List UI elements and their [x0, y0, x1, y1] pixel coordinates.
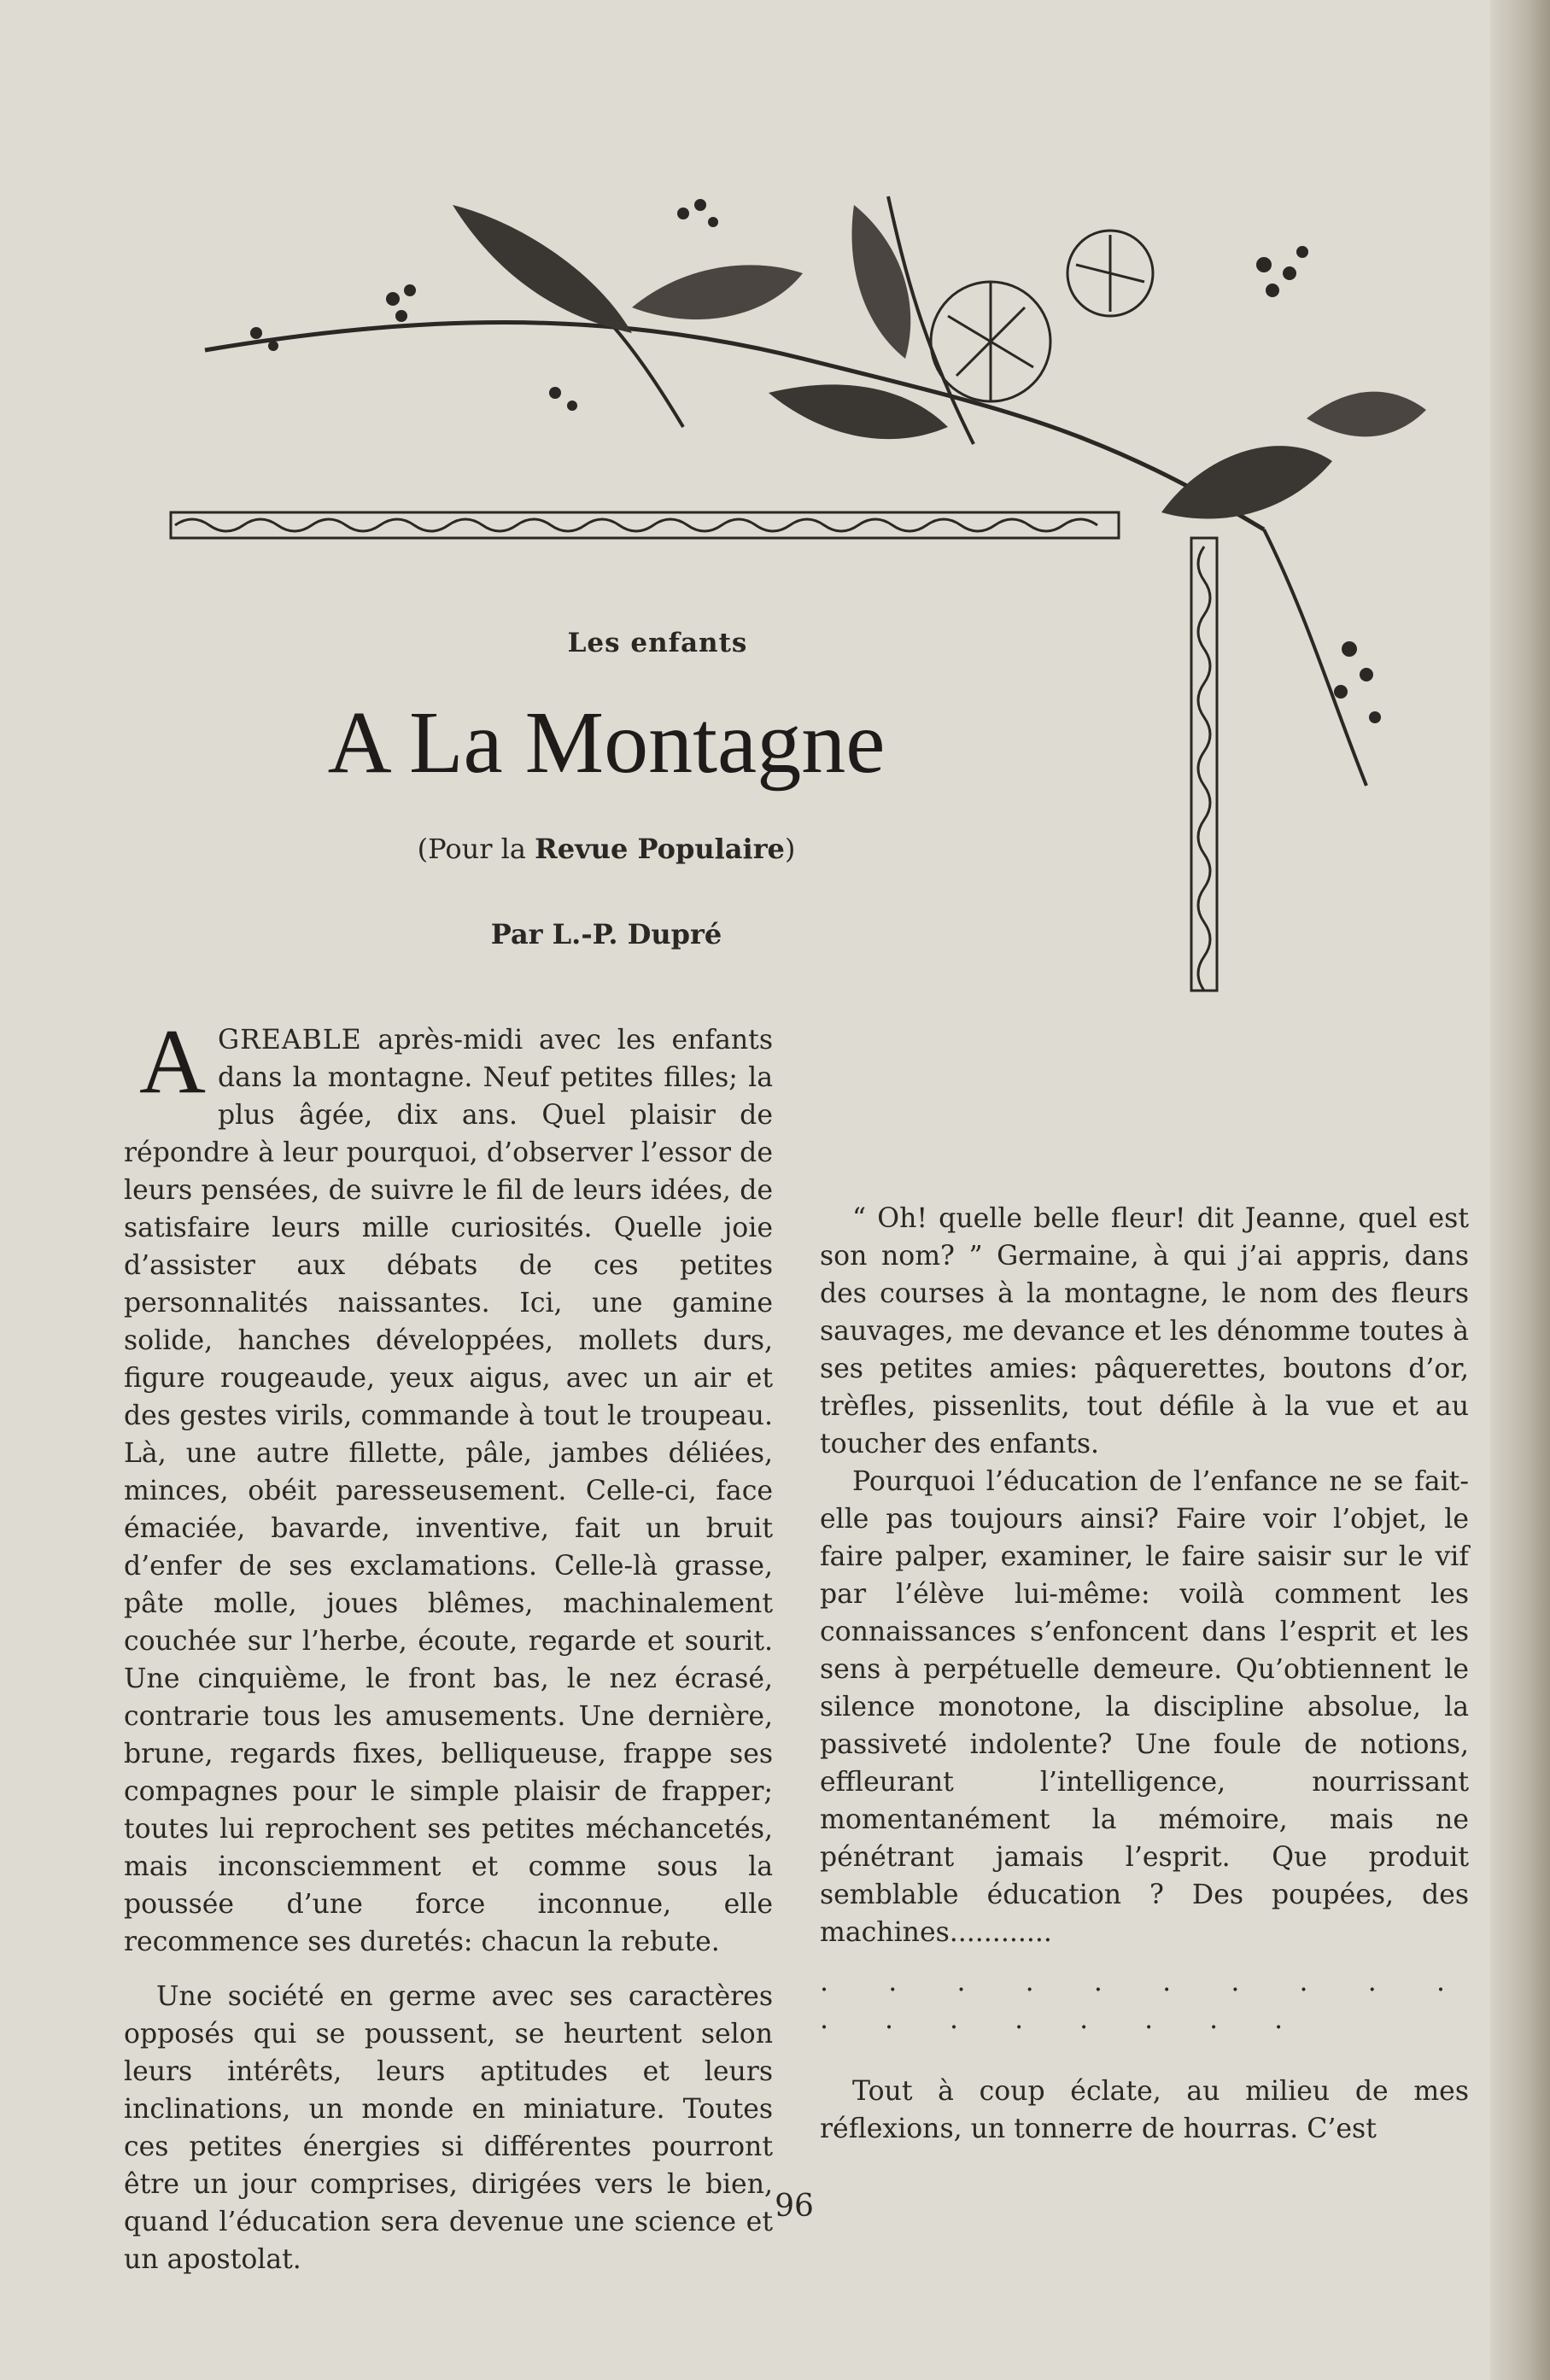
- subtitle-publication: Revue Populaire: [535, 833, 785, 865]
- text-column-right-body: [820, 1200, 1469, 2148]
- paragraph-4: Pourquoi l’éducation de l’enfance ne se fait-elle pas toujours ainsi? Faire voir l’objet, le faire palper, examiner, le faire saisir sur le vif par l’élève lui-même: voilà comment les connaissances s’enfoncent dans l’esprit et les sens à perpétuelle demeure. Qu’obtiennent le silence monotone, la discipline absolue, la passiveté indolente? Une foule de notions, effleurant l’intelligence, nourrissant momentanément la mémoire, mais ne pénétrant jamais l’esprit. Que produit semblable éducation ? Des poupées, des machines............: [820, 1466, 1469, 1948]
- drop-cap: A: [139, 1011, 206, 1113]
- ellipsis-row: . . . . . . . . . . . . . . . . . .: [820, 1967, 1469, 2035]
- floral-corner-ornament-icon: [154, 171, 1452, 1008]
- page-edge-shadow: [1490, 0, 1550, 2380]
- paragraph-1: [124, 1011, 773, 1961]
- paragraph-3: “ Oh! quelle belle fleur! dit Jeanne, quel est son nom? ” Germaine, à qui j’ai appris, dans des courses à la montagne, le nom des fleurs sauvages, me devance et les dénomme toutes à ses petites amies: pâquerettes, boutons d’or, trèfles, pissenlits, tout défile à la vue et au toucher des enfants.: [820, 1203, 1469, 1459]
- article-subtitle: [359, 833, 854, 865]
- first-word: GREABLE: [218, 1025, 362, 1056]
- subtitle-suffix: ): [784, 833, 796, 865]
- page-number: 96: [775, 2189, 814, 2224]
- subtitle-prefix: (Pour la: [417, 833, 535, 865]
- section-label: Les enfants: [567, 628, 748, 658]
- paragraph-2: Une société en germe avec ses caractères opposés qui se poussent, se heurtent selon leurs intérêts, leurs aptitudes et leurs inclinations, un monde en miniature. Toutes ces petites énergies si différentes pourront être un jour comprises, dirigées vers le bien, quand l’éducation sera devenue une science et un apostolat.: [124, 1981, 773, 2275]
- text-column-left: [124, 1011, 773, 2278]
- article-title: A La Montagne: [327, 693, 886, 792]
- paragraph-1-body: après-midi avec les enfants dans la montagne. Neuf petites filles; la plus âgée, dix ans. Quel plaisir de répondre à leur pourquoi, d’observer l’essor de leurs pensées, de suivre le fil de leurs idées, de satisfaire leurs mille curiosités. Quelle joie d’assister aux débats de ces petites personnalités naissantes. Ici, une gamine solide, hanches développées, mollets durs, figure rougeaude, yeux aigus, avec un air et des gestes virils, commande à tout le troupeau. Là, une autre fillette, pâle, jambes déliées, minces, obéit paresseusement. Celle-ci, face émaciée, bavarde, inventive, fait un bruit d’enfer de ses exclamations. Celle-là grasse, pâte molle, joues blêmes, machinalement couchée sur l’herbe, écoute, regarde et sourit. Une cinquième, le front bas, le nez écrasé, contrarie tous les amusements. Une dernière, brune, regards fixes, belliqueuse, frappe ses compagnes pour le simple plaisir de frapper; toutes lui reprochent ses petites méchancetés, mais inconsciemment et comme sous la poussée d’une force inconnue, elle recommence ses duretés: chacun la rebute.: [124, 1025, 773, 1957]
- paragraph-5: Tout à coup éclate, au milieu de mes réflexions, un tonnerre de hourras. C’est: [820, 2076, 1469, 2144]
- author-byline: Par L.-P. Dupré: [490, 918, 722, 950]
